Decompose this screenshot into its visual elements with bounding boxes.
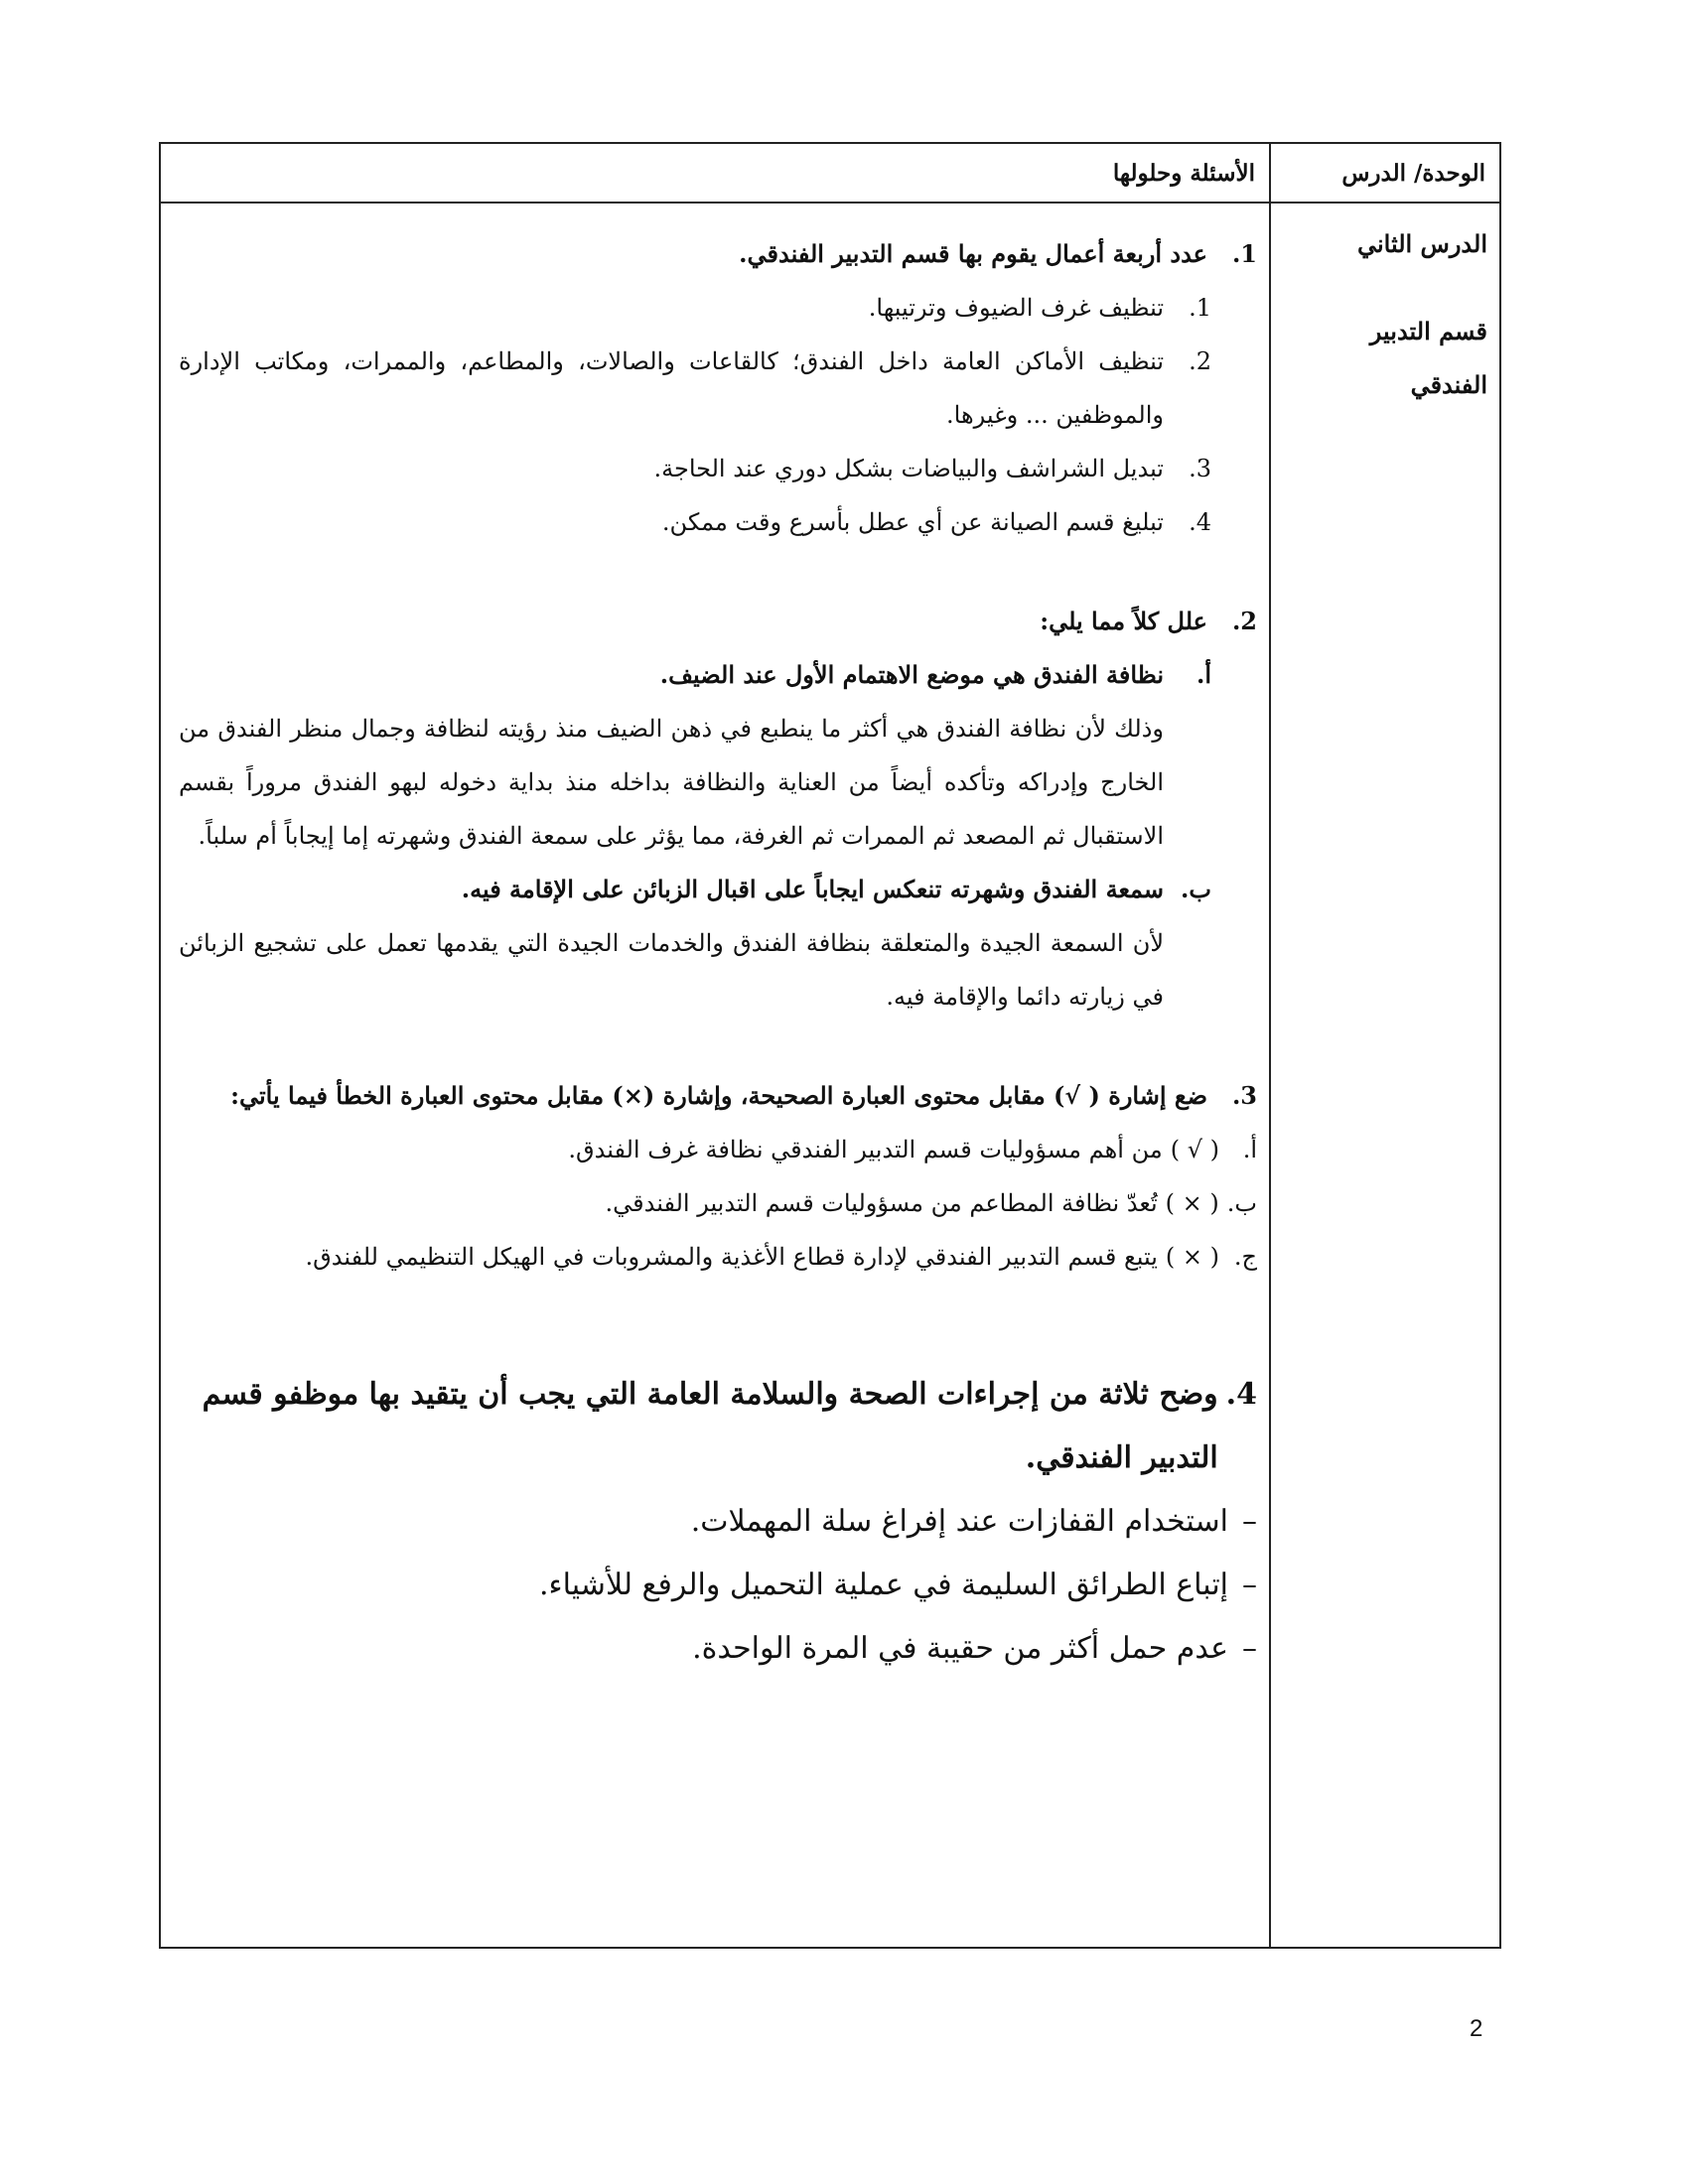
sub-question-a-answer: وذلك لأن نظافة الفندق هي أكثر ما ينطبع في ذهن الضيف منذ رؤيته لنظافة وجمال منظر الفندق من الخارج وإدراكه وتأكده أيضاً من العناية والنظافة بداخله منذ بداية دخوله لبهو الفندق مروراً بقسم الاستقبال ثم المصعد ثم الممرات ثم الغرفة، مما يؤثر على سمعة الفندق وشهرته إما إيجاباً أم سلباً. [179,715,1164,850]
question-2 [179,595,1257,648]
list-item-text: إتباع الطرائق السليمة في عملية التحميل والرفع للأشياء. [538,1568,1228,1602]
sub-question-letter: أ. [1196,660,1211,689]
sub-question-a [179,648,1257,702]
question-1-text: عدد أربعة أعمال يقوم بها قسم التدبير الفندقي. [739,239,1207,268]
item-text: يتبع قسم التدبير الفندقي لإدارة قطاع الأغذية والمشروبات في الهيكل التنظيمي للفندق. [305,1243,1158,1271]
question-3 [179,1069,1257,1123]
sub-question-title: سمعة الفندق وشهرته تنعكس ايجاباً على اقبال الزبائن على الإقامة فيه. [461,875,1164,903]
header-unit [1271,144,1499,204]
item-letter: ج. [1233,1243,1257,1271]
true-false-item [179,1230,1257,1284]
list-item-text: تنظيف الأماكن العامة داخل الفندق؛ كالقاعات والصالات، والمطاعم، والممرات، ومكاتب الإدارة والموظفين ... وغيرها. [179,347,1165,429]
item-text: من أهم مسؤوليات قسم التدبير الفندقي نظافة غرف الفندق. [568,1136,1163,1163]
list-item-text: عدم حمل أكثر من حقيبة في المرة الواحدة. [692,1631,1228,1666]
unit-label-line2: الفندقي [1410,370,1487,399]
list-item-number: 3. [1189,455,1211,482]
sub-question-b [179,863,1257,916]
dash-bullet: – [1242,1568,1257,1602]
list-item-text: تنظيف غرف الضيوف وترتيبها. [868,294,1164,322]
list-item [179,1490,1257,1554]
list-item [179,281,1257,335]
questions-column [161,204,1271,1947]
question-4-number: 4. [1225,1377,1257,1412]
list-item [179,335,1257,442]
answer-table [159,142,1501,1949]
dash-bullet: – [1242,1504,1257,1539]
answer-mark: ( × ) [1165,1189,1219,1217]
list-item [179,1617,1257,1681]
question-2-text: علل كلاً مما يلي: [1040,607,1207,635]
true-false-item [179,1123,1257,1176]
sub-question-b-answer: لأن السمعة الجيدة والمتعلقة بنظافة الفندق والخدمات الجيدة التي يقدمها تعمل على تشجيع الزبائن في زيارته دائما والإقامة فيه. [179,929,1165,1011]
question-3-number: 3. [1231,1081,1257,1110]
header-unit-label: الوحدة/ الدرس [1341,159,1485,187]
header-questions [161,144,1271,204]
unit-label-line1: قسم التدبير [1369,317,1487,345]
list-item-number: 1. [1189,294,1211,322]
list-item-number: 4. [1189,508,1211,536]
sub-question-title: نظافة الفندق هي موضع الاهتمام الأول عند الضيف. [659,660,1164,689]
dash-bullet: – [1242,1631,1257,1666]
question-2-number: 2. [1231,607,1257,635]
page-number: 2 [1470,2015,1483,2042]
header-questions-label: الأسئلة وحلولها [1112,159,1255,187]
answer-mark: ( √ ) [1170,1136,1219,1163]
question-1-number: 1. [1231,239,1257,268]
question-3-text: ضع إشارة ( √) مقابل محتوى العبارة الصحيحة، وإشارة (×) مقابل محتوى العبارة الخطأ فيما يأتي: [230,1081,1207,1110]
list-item [179,495,1257,549]
item-letter: ب. [1226,1189,1257,1217]
question-1 [179,227,1257,281]
sub-question-letter: ب. [1181,875,1211,903]
question-4 [179,1363,1257,1490]
list-item-text: تبليغ قسم الصيانة عن أي عطل بأسرع وقت ممكن. [661,508,1164,536]
true-false-item [179,1176,1257,1230]
item-text: تُعدّ نظافة المطاعم من مسؤوليات قسم التدبير الفندقي. [605,1189,1158,1217]
unit-column [1271,204,1499,1947]
list-item [179,1554,1257,1617]
answer-mark: ( × ) [1165,1243,1219,1271]
list-item [179,442,1257,495]
question-4-text: وضح ثلاثة من إجراءات الصحة والسلامة العامة التي يجب أن يتقيد بها موظفو قسم التدبير الفندقي. [202,1377,1218,1475]
list-item-text: تبديل الشراشف والبياضات بشكل دوري عند الحاجة. [653,455,1164,482]
lesson-label: الدرس الثاني [1356,229,1487,258]
list-item-number: 2. [1189,347,1211,375]
list-item-text: استخدام القفازات عند إفراغ سلة المهملات. [690,1504,1228,1539]
item-letter: أ. [1242,1136,1257,1163]
